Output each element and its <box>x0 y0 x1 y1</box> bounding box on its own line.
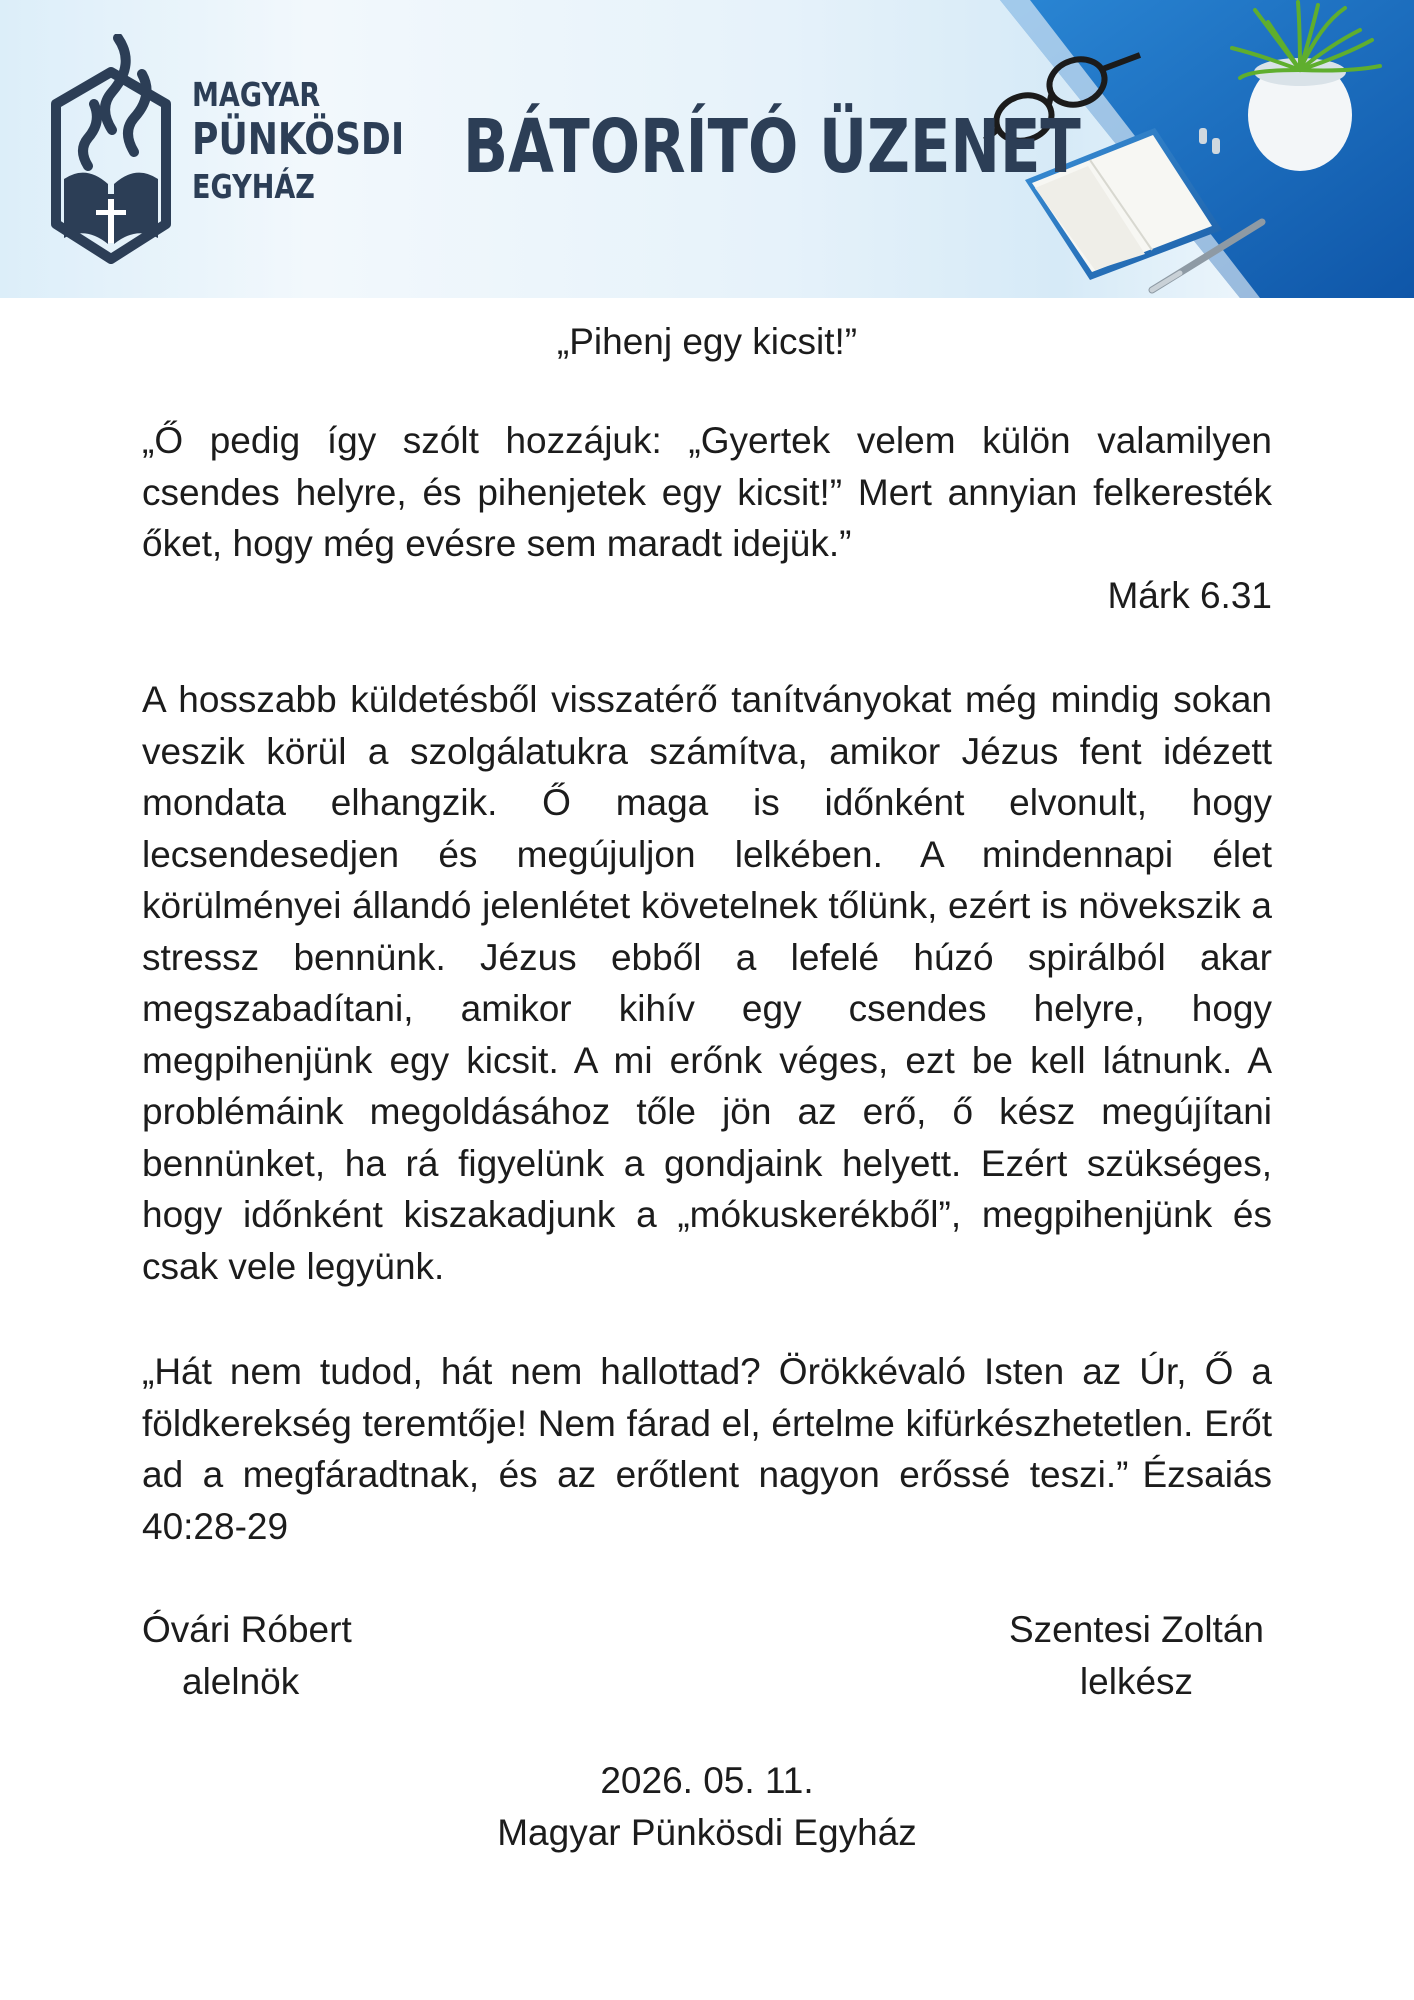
brand-name <box>192 75 405 206</box>
signature-left <box>142 1604 352 1707</box>
signature-right <box>1009 1604 1264 1707</box>
signature-left-name: Óvári Róbert <box>142 1609 352 1650</box>
headline: „Pihenj egy kicsit!” <box>556 321 858 362</box>
header-banner <box>0 0 1414 298</box>
footer-organization: Magyar Pünkösdi Egyház <box>497 1811 917 1853</box>
bible-quote: „Ő pedig így szólt hozzájuk: „Gyertek velem külön valamilyen csendes helyre, és pihenjetek egy kicsit!” Mert annyian felkeresték őket, hogy még evésre sem maradt idejük.” <box>142 420 1272 564</box>
brand-line-3: EGYHÁZ <box>192 167 315 206</box>
closing-quote-text: „Hát nem tudod, hát nem hallottad? Örökkévaló Isten az Úr, Ő a földkerekség teremtője! Nem fárad el, értelme kifürkészhetetlen. Erőt ad a megfáradtnak, és az erőtlent nagyon erőssé teszi.” <box>142 1351 1272 1495</box>
closing-quote-reference: Ézsaiás 40:28-29 <box>142 1454 1272 1547</box>
body-paragraph: A hosszabb küldetésből visszatérő tanítványokat még mindig sokan veszik körül a szolgálatukra számítva, amikor Jézus fent idézett mondata elhangzik. Ő maga is időnként elvonult, hogy lecsendesedjen és megújuljon lelkében. A mindennapi élet körülményei állandó jelenlétet követelnek tőlünk, ezért is növekszik a stressz bennünk. Jézus ebből a lefelé húzó spirálból akar megszabadítani, amikor kihív egy csendes helyre, hogy megpihenjünk egy kicsit. A mi erőnk véges, ezt be kell látnunk. A problémáink megoldásához tőle jön az erő, ő kész megújítani bennünket, ha rá figyelünk a gondjaink helyett. Ezért szükséges, hogy időnként kiszakadjunk a „mókuskerékből”, megpihenjünk és csak vele legyünk. <box>142 679 1272 1287</box>
bible-quote-reference: Márk 6.31 <box>1107 575 1272 616</box>
closing-quote <box>142 1346 1272 1552</box>
brand-line-1: MAGYAR <box>192 75 321 114</box>
signature-right-name: Szentesi Zoltán <box>1008 1609 1264 1650</box>
church-logo-icon <box>46 34 176 264</box>
footer-date: 2026. 05. 11. <box>600 1760 814 1801</box>
footer <box>142 1755 1272 1858</box>
signature-left-role: alelnök <box>182 1660 300 1702</box>
banner-title: BÁTORÍTÓ ÜZENET <box>463 104 1081 190</box>
signature-right-role: lelkész <box>1079 1660 1194 1702</box>
brand-line-2: PÜNKÖSDI <box>192 114 405 165</box>
